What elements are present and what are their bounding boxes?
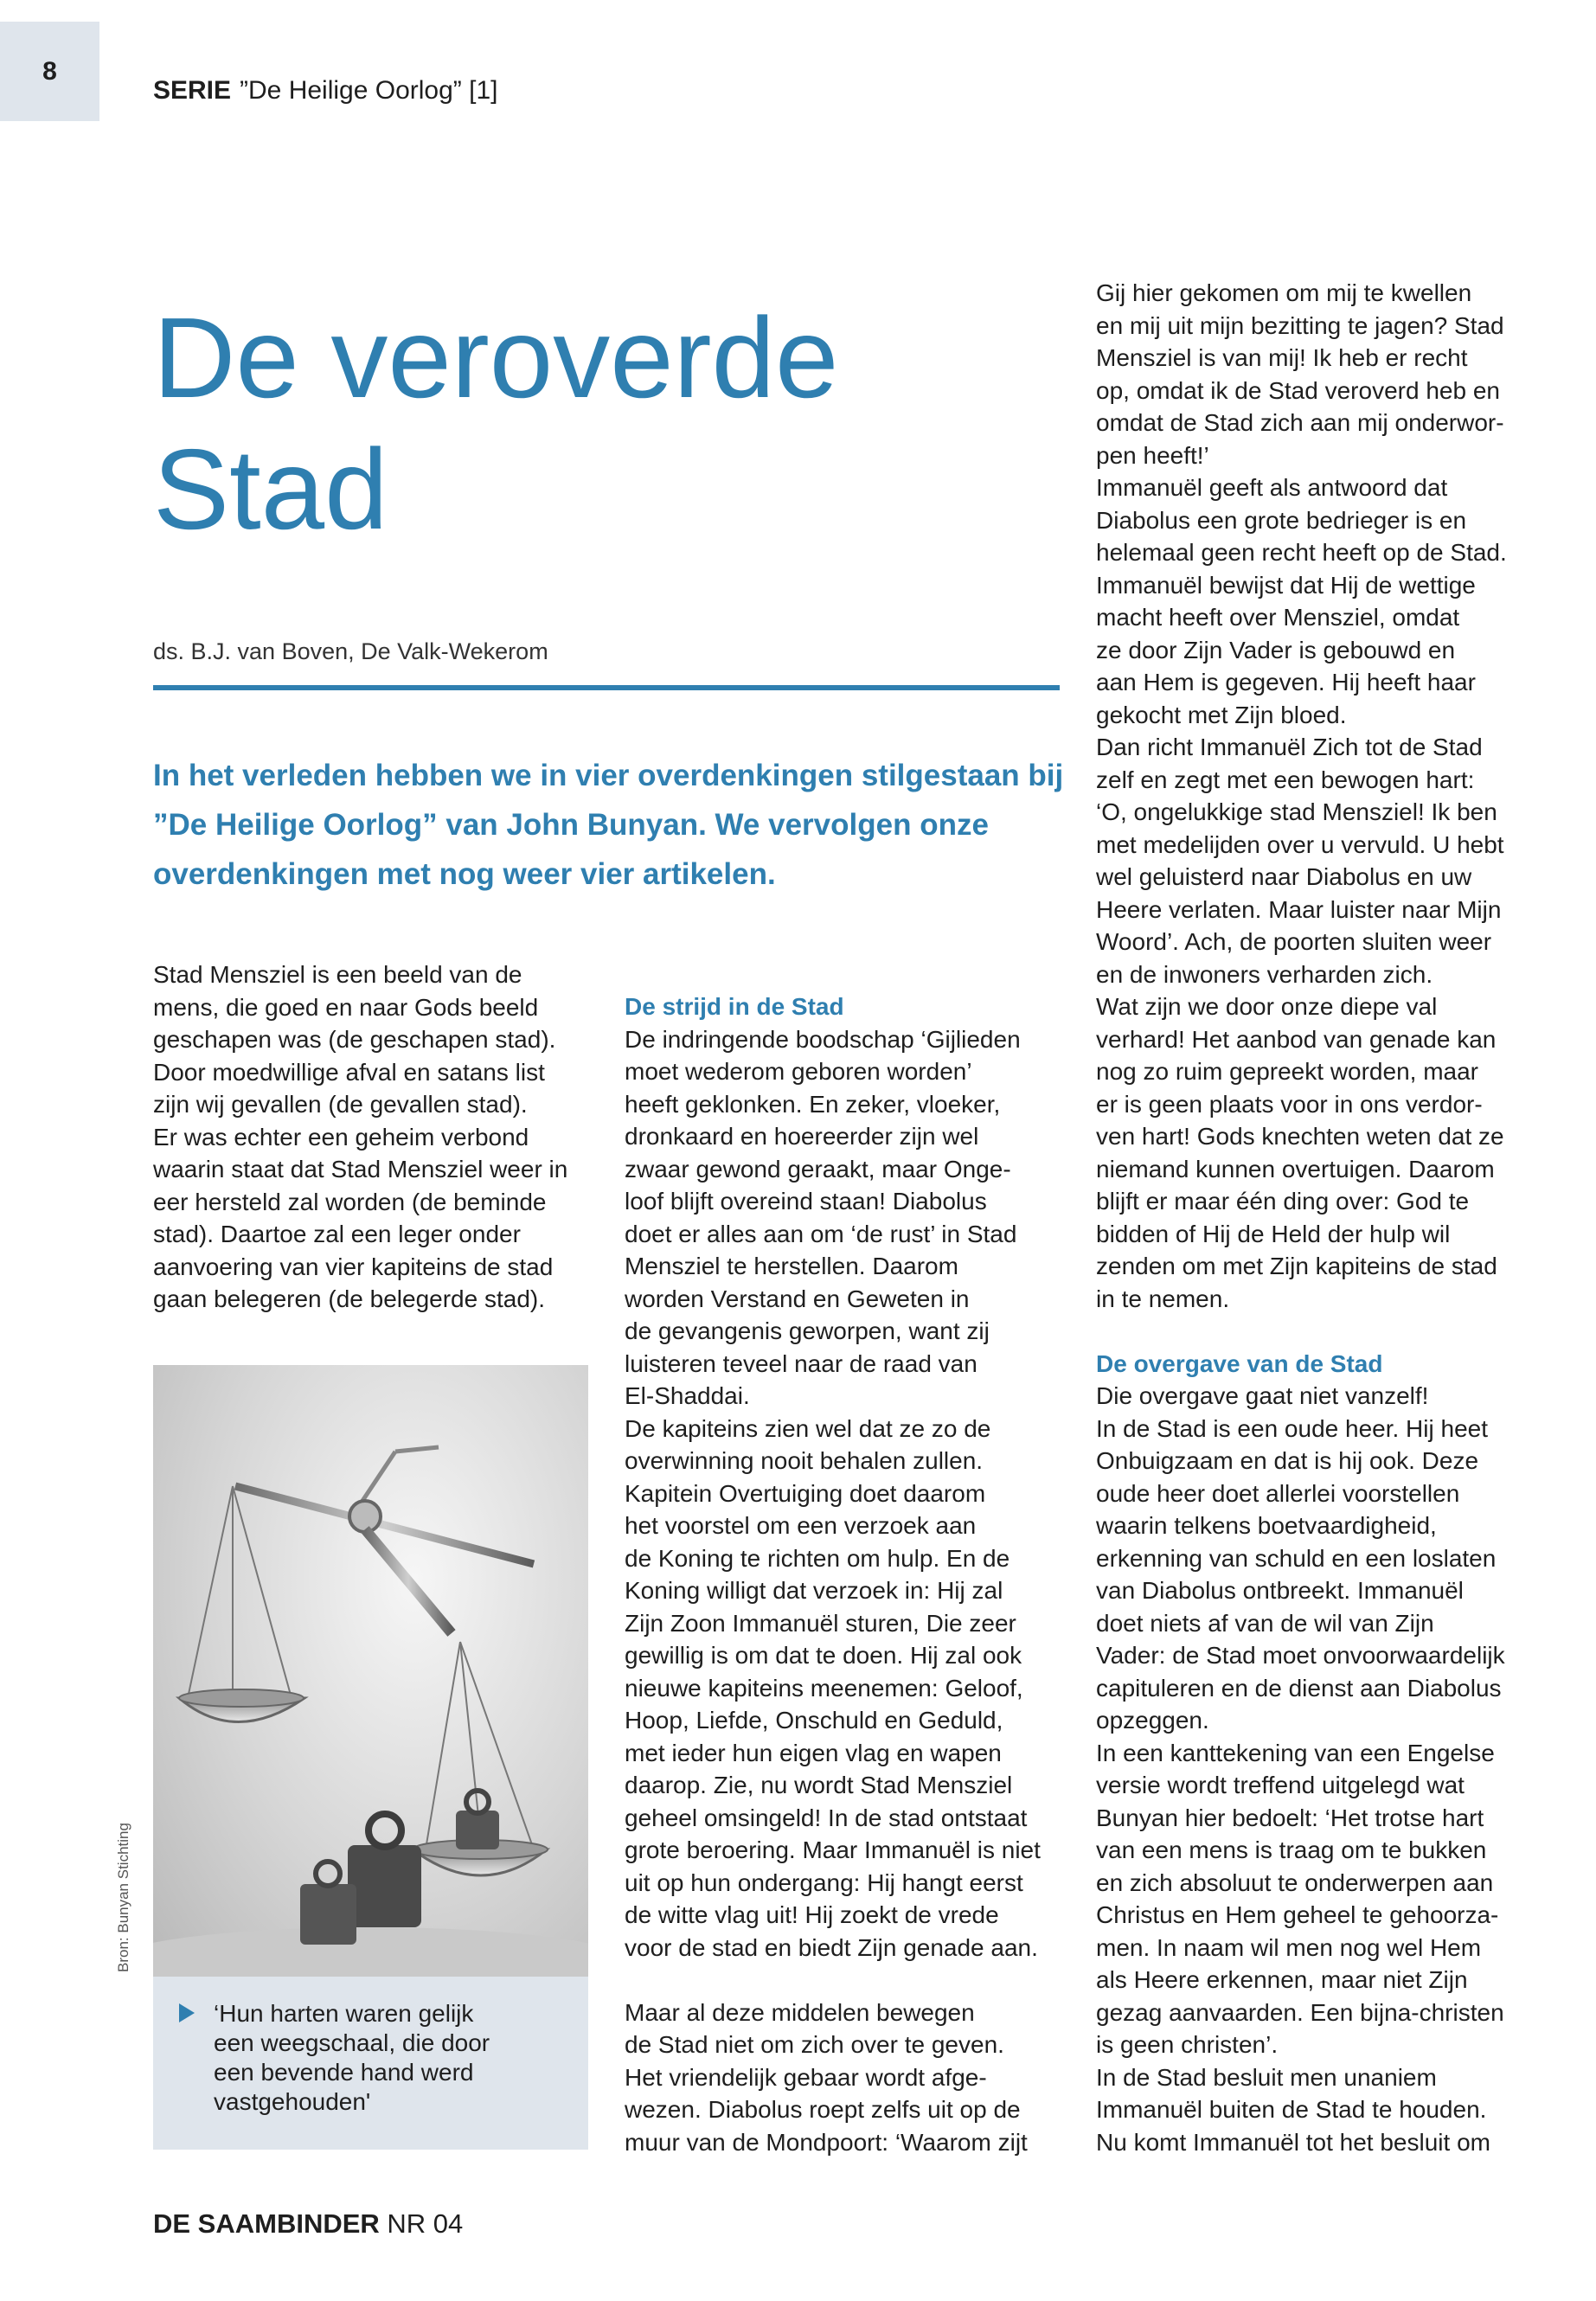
text-line: en de inwoners verharden zich. xyxy=(1096,960,1433,988)
text-line: Onbuigzaam en dat is hij ook. Deze xyxy=(1096,1447,1479,1474)
text-line: ‘O, ongelukkige stad Mensziel! Ik ben xyxy=(1096,798,1497,825)
author-byline: ds. B.J. van Boven, De Valk-Wekerom xyxy=(153,638,548,664)
column-2 xyxy=(625,990,1066,2158)
text-line: een weegschaal, die door xyxy=(214,2029,490,2056)
text-line: Hoop, Liefde, Onschuld en Geduld, xyxy=(625,1707,1003,1734)
section-heading-strijd: De strijd in de Stad xyxy=(625,993,844,1020)
text-line: gekocht met Zijn bloed. xyxy=(1096,701,1347,728)
text-line: loof blijft overeind staan! Diabolus xyxy=(625,1188,987,1215)
title-divider xyxy=(153,685,1060,690)
text-line: Bunyan hier bedoelt: ‘Het trotse hart xyxy=(1096,1804,1484,1831)
series-title: ”De Heilige Oorlog” [1] xyxy=(240,76,498,105)
text-line: Nu komt Immanuël tot het besluit om xyxy=(1096,2128,1490,2156)
text-line: Immanuël geeft als antwoord dat xyxy=(1096,474,1448,501)
text-line: Immanuël bewijst dat Hij de wettige xyxy=(1096,571,1476,599)
issue-number: NR 04 xyxy=(387,2208,464,2239)
text-line: moet wederom geboren worden’ xyxy=(625,1058,972,1085)
text-line: op, omdat ik de Stad veroverd heb en xyxy=(1096,376,1500,404)
caption-arrow-icon xyxy=(179,2003,195,2022)
text-line: doet er alles aan om ‘de rust’ in Stad xyxy=(625,1220,1017,1247)
text-line: Heere verlaten. Maar luister naar Mijn xyxy=(1096,895,1502,923)
text-line: Gij hier gekomen om mij te kwellen xyxy=(1096,279,1472,306)
text-line: grote beroering. Maar Immanuël is niet xyxy=(625,1836,1041,1863)
text-line: vastgehouden' xyxy=(214,2088,371,2115)
text-line: Kapitein Overtuiging doet daarom xyxy=(625,1479,986,1507)
magazine-name: DE SAAMBINDER xyxy=(153,2208,380,2239)
column-2-body-a xyxy=(625,1023,1066,1965)
title-line-1: De veroverde xyxy=(153,294,839,421)
column-3-body-b xyxy=(1096,1380,1537,2158)
text-line: El-Shaddai. xyxy=(625,1382,750,1409)
text-line: Dan richt Immanuël Zich tot de Stad xyxy=(1096,734,1483,760)
text-line: ven hart! Gods knechten weten dat ze xyxy=(1096,1123,1504,1150)
text-line: het voorstel om een verzoek aan xyxy=(625,1512,977,1539)
text-line: helemaal geen recht heeft op de Stad. xyxy=(1096,539,1507,566)
text-line: capituleren en de dienst aan Diabolus xyxy=(1096,1674,1502,1702)
text-line: geheel omsingeld! In de stad ontstaat xyxy=(625,1804,1028,1831)
text-line: met ieder hun eigen vlag en wapen xyxy=(625,1739,1002,1766)
text-line: waarin staat dat Stad Mensziel weer in xyxy=(153,1156,568,1183)
column-3 xyxy=(1096,277,1537,2158)
article-title xyxy=(153,292,1061,555)
text-line: geschapen was (de geschapen stad). xyxy=(153,1026,556,1053)
text-line: Maar al deze middelen bewegen xyxy=(625,1998,975,2026)
text-line: Er was echter een geheim verbond xyxy=(153,1123,529,1150)
text-line: er is geen plaats voor in ons verdor- xyxy=(1096,1090,1483,1118)
text-line: luisteren teveel naar de raad van xyxy=(625,1349,977,1377)
text-line: zijn wij gevallen (de gevallen stad). xyxy=(153,1091,528,1118)
text-line: wezen. Diabolus roept zelfs uit op de xyxy=(625,2096,1021,2123)
caption-text xyxy=(214,1999,562,2117)
text-line: de witte vlag uit! Hij zoekt de vrede xyxy=(625,1901,999,1928)
column-3-body-a xyxy=(1096,277,1537,1315)
page-number: 8 xyxy=(0,22,99,121)
column-1-body xyxy=(153,958,594,1316)
text-line: overwinning nooit behalen zullen. xyxy=(625,1447,984,1474)
scale-illustration xyxy=(153,1365,588,1977)
text-line: een bevende hand werd xyxy=(214,2059,474,2086)
text-line: de Koning te richten om hulp. En de xyxy=(625,1544,1010,1572)
text-line: Christus en Hem geheel te gehoorza- xyxy=(1096,1901,1499,1928)
text-line: Diabolus een grote bedrieger is en xyxy=(1096,506,1467,534)
text-line: daarop. Zie, nu wordt Stad Mensziel xyxy=(625,1772,1013,1798)
text-line: als Heere erkennen, maar niet Zijn xyxy=(1096,1966,1468,1993)
text-line: versie wordt treffend uitgelegd wat xyxy=(1096,1772,1465,1798)
text-line: In de Stad besluit men unaniem xyxy=(1096,2063,1437,2091)
text-line: niemand kunnen overtuigen. Daarom xyxy=(1096,1155,1495,1183)
text-line: muur van de Mondpoort: ‘Waarom zijt xyxy=(625,2128,1028,2156)
text-line: gezag aanvaarden. Een bijna-christen xyxy=(1096,1998,1504,2026)
photo-credit: Bron: Bunyan Stichting xyxy=(115,1823,131,1972)
text-line: Zijn Zoon Immanuël sturen, Die zeer xyxy=(625,1609,1016,1637)
text-line: Wat zijn we door onze diepe val xyxy=(1096,993,1438,1020)
text-line: voor de stad en biedt Zijn genade aan. xyxy=(625,1933,1038,1961)
text-line: oude heer doet allerlei voorstellen xyxy=(1096,1479,1460,1507)
series-label: SERIE xyxy=(153,76,232,105)
text-line: Door moedwillige afval en satans list xyxy=(153,1058,545,1086)
text-line: blijft er maar één ding over: God te xyxy=(1096,1188,1470,1215)
text-line: De indringende boodschap ‘Gijlieden xyxy=(625,1025,1021,1053)
section-heading-overgave: De overgave van de Stad xyxy=(1096,1349,1383,1377)
text-line: waarin telkens boetvaardigheid, xyxy=(1096,1512,1437,1539)
balance-scale-icon xyxy=(153,1365,588,1977)
text-line: nog zo ruim gepreekt worden, maar xyxy=(1096,1058,1478,1085)
column-1 xyxy=(153,958,594,1316)
text-line: Die overgave gaat niet vanzelf! xyxy=(1096,1382,1429,1409)
text-line: wel geluisterd naar Diabolus en uw xyxy=(1096,863,1472,890)
text-line: zenden om met Zijn kapiteins de stad xyxy=(1096,1253,1497,1279)
text-line: en mij uit mijn bezitting te jagen? Stad xyxy=(1096,311,1504,339)
text-line: gewillig is om dat te doen. Hij zal ook xyxy=(625,1642,1022,1669)
text-line: In de Stad is een oude heer. Hij heet xyxy=(1096,1414,1488,1442)
title-line-2: Stad xyxy=(153,426,388,553)
figure-caption xyxy=(153,1977,588,2150)
text-line: stad). Daartoe zal een leger onder xyxy=(153,1221,521,1247)
text-line: bidden of Hij de Held der hulp wil xyxy=(1096,1220,1451,1247)
text-line: Koning willigt dat verzoek in: Hij zal xyxy=(625,1577,1003,1604)
text-line: De kapiteins zien wel dat ze zo de xyxy=(625,1414,991,1442)
text-line: nieuwe kapiteins meenemen: Geloof, xyxy=(625,1674,1023,1702)
text-line: aan Hem is gegeven. Hij heeft haar xyxy=(1096,669,1476,695)
text-line: Stad Mensziel is een beeld van de xyxy=(153,961,522,988)
footer-masthead xyxy=(153,2208,463,2240)
text-line: gaan belegeren (de belegerde stad). xyxy=(153,1285,546,1312)
text-line: aanvoering van vier kapiteins de stad xyxy=(153,1253,554,1280)
text-line: Het vriendelijk gebaar wordt afge- xyxy=(625,2063,987,2091)
text-line: ‘Hun harten waren gelijk xyxy=(214,2000,474,2027)
text-line: verhard! Het aanbod van genade kan xyxy=(1096,1025,1497,1053)
text-line: van Diabolus ontbreekt. Immanuël xyxy=(1096,1577,1464,1604)
text-line: Woord’. Ach, de poorten sluiten weer xyxy=(1096,928,1492,955)
text-line: In een kanttekening van een Engelse xyxy=(1096,1739,1495,1766)
text-line: met medelijden over u vervuld. U hebt xyxy=(1096,830,1504,858)
series-header xyxy=(153,76,497,106)
text-line: uit op hun ondergang: Hij hangt eerst xyxy=(625,1868,1023,1896)
text-line: dronkaard en hoereerder zijn wel xyxy=(625,1123,979,1150)
text-line: de Stad niet om zich over te geven. xyxy=(625,2031,1004,2058)
text-line: in te nemen. xyxy=(1096,1285,1230,1312)
text-line: worden Verstand en Geweten in xyxy=(625,1285,970,1312)
text-line: pen heeft!’ xyxy=(1096,441,1209,469)
text-line: zwaar gewond geraakt, maar Onge- xyxy=(625,1155,1011,1183)
text-line: heeft geklonken. En zeker, vloeker, xyxy=(625,1090,1001,1118)
column-2-body-b xyxy=(625,1997,1066,2159)
text-line: erkenning van schuld en een loslaten xyxy=(1096,1544,1497,1572)
text-line: de gevangenis geworpen, want zij xyxy=(625,1317,990,1344)
text-line: van een mens is traag om te bukken xyxy=(1096,1836,1487,1863)
text-line: omdat de Stad zich aan mij onderwor- xyxy=(1096,409,1504,436)
text-line: Immanuël buiten de Stad te houden. xyxy=(1096,2096,1487,2123)
text-line: mens, die goed en naar Gods beeld xyxy=(153,993,539,1021)
text-line: Vader: de Stad moet onvoorwaardelijk xyxy=(1096,1642,1505,1669)
text-line: en zich absoluut te onderwerpen aan xyxy=(1096,1868,1494,1896)
text-line: men. In naam wil men nog wel Hem xyxy=(1096,1933,1482,1961)
text-line: doet niets af van de wil van Zijn xyxy=(1096,1609,1434,1637)
text-line: macht heeft over Mensziel, omdat xyxy=(1096,604,1460,631)
text-line: ze door Zijn Vader is gebouwd en xyxy=(1096,636,1456,663)
text-line: zelf en zegt met een bewogen hart: xyxy=(1096,766,1475,793)
text-line: Mensziel te herstellen. Daarom xyxy=(625,1253,958,1279)
intro-paragraph: In het verleden hebben we in vier overdenkingen stilgestaan bij ”De Heilige Oorlog” van John Bunyan. We vervolgen onze overdenkingen met nog weer vier artikelen. xyxy=(153,759,1064,891)
text-line: is geen christen’. xyxy=(1096,2031,1279,2058)
text-line: opzeggen. xyxy=(1096,1707,1209,1734)
text-line: eer hersteld zal worden (de beminde xyxy=(153,1188,547,1215)
text-line: Mensziel is van mij! Ik heb er recht xyxy=(1096,344,1468,371)
